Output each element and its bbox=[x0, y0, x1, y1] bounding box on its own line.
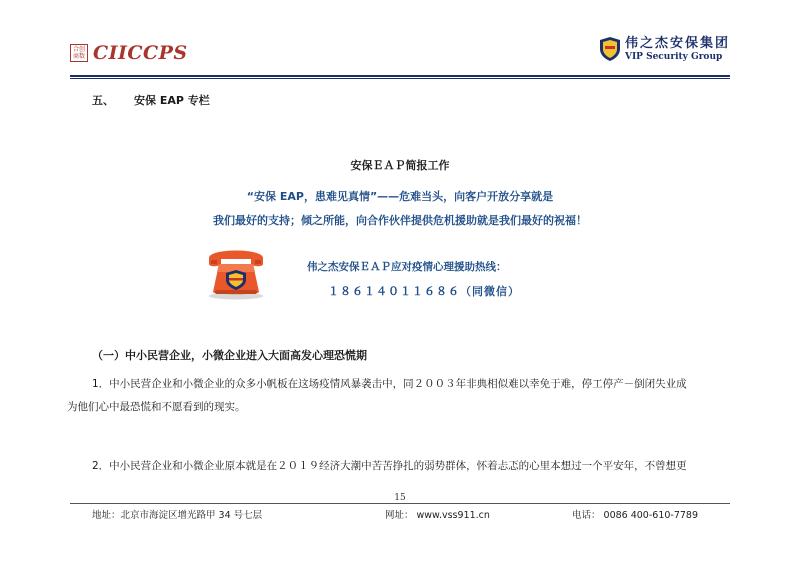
paragraph-1-line1: 1．中小民营企业和小微企业的众多小帆板在这场疫情风暴袭击中，同２００３年非典相似难以幸免于难，停工停产－倒闭失业成 bbox=[92, 378, 687, 390]
group-name-en: VIP Security Group bbox=[624, 51, 723, 62]
shield-crest-icon bbox=[599, 36, 621, 62]
page-header bbox=[70, 36, 730, 74]
paragraph-1-line2: 为他们心中最恐慌和不愿看到的现实。 bbox=[67, 401, 246, 413]
header-divider-thin bbox=[70, 78, 730, 79]
paragraph-1 bbox=[67, 373, 732, 419]
footer-phone: 电话： 0086 400-610-7789 bbox=[572, 510, 699, 521]
brief-quote-line1: “安保 EAP，患难见真情”——危难当头，向客户开放分享就是 bbox=[246, 190, 554, 203]
telephone-icon bbox=[205, 242, 267, 300]
hotline-number: １８６１４０１１６８６（同微信） bbox=[328, 285, 520, 298]
header-divider bbox=[70, 75, 730, 77]
ciiccps-wordmark: CIICCPS bbox=[93, 42, 188, 64]
section-title: 安保 EAP 专栏 bbox=[134, 94, 210, 107]
section-number: 五、 bbox=[92, 94, 114, 107]
paragraph-2 bbox=[92, 455, 732, 478]
brief-quote-line2: 我们最好的支持；倾之所能，向合作伙伴提供危机援助就是我们最好的祝福！ bbox=[213, 214, 587, 227]
section-heading bbox=[92, 92, 230, 108]
page-number: 15 bbox=[394, 493, 406, 503]
seal-icon: 合创 商数 bbox=[70, 44, 88, 62]
hotline-label: 伟之杰安保ＥＡＰ应对疫情心理援助热线： bbox=[307, 261, 507, 273]
group-name-cn: 伟之杰安保集团 bbox=[624, 35, 730, 51]
paragraph-2-line1: 2．中小民营企业和小微企业原本就是在２０１９经济大潮中苦苦挣扎的弱势群体，怀着忐忑的心里本想过一个平安年，不曾想更 bbox=[92, 460, 687, 472]
footer-address: 地址：北京市海淀区增光路甲 34 号七层 bbox=[92, 510, 263, 521]
footer-website: 网址： www.vss911.cn bbox=[385, 510, 490, 521]
ciiccps-logo bbox=[70, 42, 188, 64]
vip-security-logo bbox=[599, 36, 730, 62]
brief-title: 安保ＥＡＰ简报工作 bbox=[350, 159, 450, 172]
subsection-heading: （一）中小民营企业，小微企业进入大面高发心理恐慌期 bbox=[92, 349, 367, 362]
footer-divider bbox=[70, 503, 730, 504]
